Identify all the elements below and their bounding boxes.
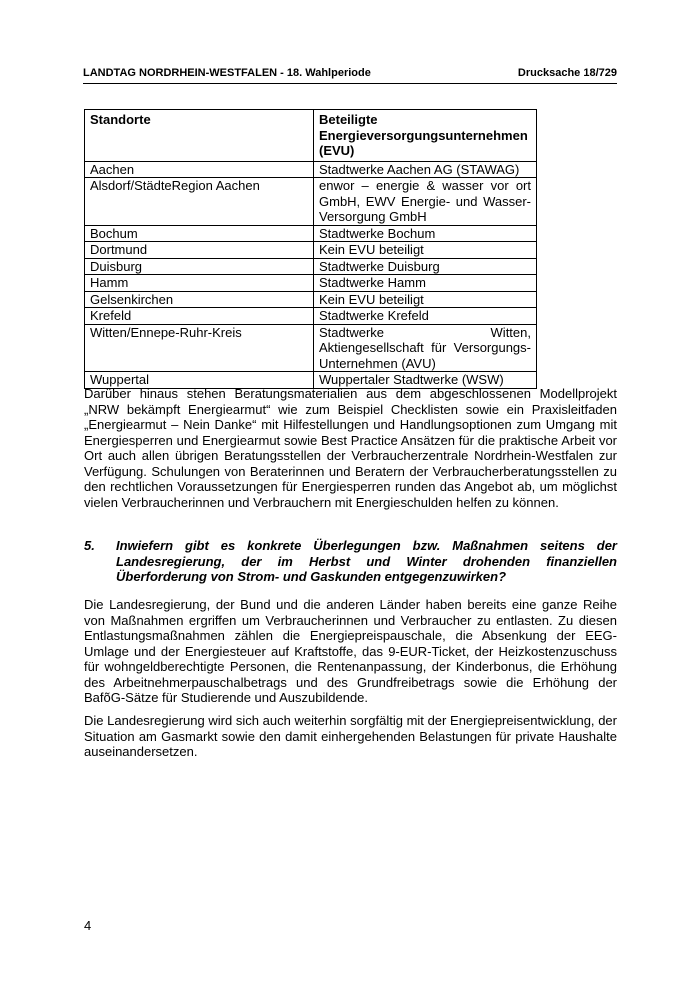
question-text: Inwiefern gibt es konkrete Überlegungen bzw. Maßnahmen seitens der Landesregierung, der im Herbst und Winter drohenden finanziellen Überforderung von Strom- und Gaskunden entgegenzuwirken? [116, 538, 617, 584]
evu-cell: Kein EVU beteiligt [314, 291, 537, 308]
column-header-standorte: Standorte [85, 110, 314, 162]
evu-cell: Stadtwerke Bochum [314, 225, 537, 242]
question-number: 5. [84, 538, 95, 553]
standort-cell: Bochum [85, 225, 314, 242]
evu-cell: Wuppertaler Stadtwerke (WSW) [314, 372, 537, 389]
header-title: LANDTAG NORDRHEIN-WESTFALEN - 18. Wahlperiode [83, 67, 371, 79]
standort-cell: Witten/Ennepe-Ruhr-Kreis [85, 324, 314, 372]
table-row [85, 178, 537, 226]
table-row [85, 258, 537, 275]
paragraph-energiepreisentwicklung: Die Landesregierung wird sich auch weiterhin sorgfältig mit der Energiepreisentwicklung, der Situation am Gasmarkt sowie den damit einhergehenden Belastungen für private Haushalte auseinandersetzen. [84, 713, 617, 759]
page-number: 4 [84, 918, 92, 933]
evu-cell: enwor – energie & wasser vor ort GmbH, EWV Energie- und Wasser-Versorgung GmbH [314, 178, 537, 226]
standort-cell: Dortmund [85, 242, 314, 259]
standort-cell: Hamm [85, 275, 314, 292]
evu-cell: Stadtwerke Hamm [314, 275, 537, 292]
table-row [85, 161, 537, 178]
table-row [85, 242, 537, 259]
paragraph-entlastungsmassnahmen: Die Landesregierung, der Bund und die anderen Länder haben bereits eine ganze Reihe von Maßnahmen ergriffen um Verbraucherinnen und Verbraucher zu entlasten. Zu diesen Entlastungsmaßnahmen zählen die Energiepreispauschale, die Absenkung der EEG-Umlage und der Energiesteuer auf Kraftstoffe, das 9-EUR-Ticket, der Heizkostenzuschuss für wohngeldberechtigte Personen, die Rentenanpassung, der Kinderbonus, die Erhöhung des Arbeitnehmerpauschalbetrags und des Grundfreibetrags sowie die Erhöhung der BafõG-Sätze für Studierende und Auszubildende. [84, 597, 617, 705]
evu-cell: Stadtwerke Witten, Aktiengesellschaft für Versorgungs-Unternehmen (AVU) [314, 324, 537, 372]
standort-cell: Krefeld [85, 308, 314, 325]
table-header-row [85, 110, 537, 162]
table-row [85, 308, 537, 325]
locations-table [84, 109, 537, 389]
table-row [85, 275, 537, 292]
evu-cell: Stadtwerke Krefeld [314, 308, 537, 325]
evu-cell: Stadtwerke Duisburg [314, 258, 537, 275]
document-number: Drucksache 18/729 [517, 67, 617, 79]
header-divider [83, 83, 617, 84]
standort-cell: Wuppertal [85, 372, 314, 389]
table-row [85, 225, 537, 242]
table-row [85, 291, 537, 308]
evu-cell: Kein EVU beteiligt [314, 242, 537, 259]
column-header-evu: Beteiligte Energieversorgungsunternehmen (EVU) [314, 110, 537, 162]
table-row [85, 324, 537, 372]
paragraph-beratungsmaterialien: Darüber hinaus stehen Beratungsmaterialien aus dem abgeschlossenen Modellprojekt „NRW bekämpft Energiearmut“ wie zum Beispiel Checklisten sowie ein Praxisleitfaden „Energiearmut – Nein Danke“ mit Hilfestellungen und Handlungsoptionen zum Umgang mit Energiesperren und Energiearmut sowie Best Practice Ansätzen für die praktische Arbeit vor Ort auch allen übrigen Beratungsstellen der Verbraucherzentrale Nordrhein-Westfalen zur Verfügung. Schulungen von Beraterinnen und Beratern der Verbraucherberatungsstellen zu den rechtlichen Voraussetzungen für Energiesperren runden das Angebot ab, um möglichst vielen Verbraucherinnen und Verbrauchern mit Energieschulden helfen zu können. [84, 386, 617, 510]
standort-cell: Alsdorf/StädteRegion Aachen [85, 178, 314, 226]
standort-cell: Gelsenkirchen [85, 291, 314, 308]
standort-cell: Aachen [85, 161, 314, 178]
evu-cell: Stadtwerke Aachen AG (STAWAG) [314, 161, 537, 178]
standort-cell: Duisburg [85, 258, 314, 275]
